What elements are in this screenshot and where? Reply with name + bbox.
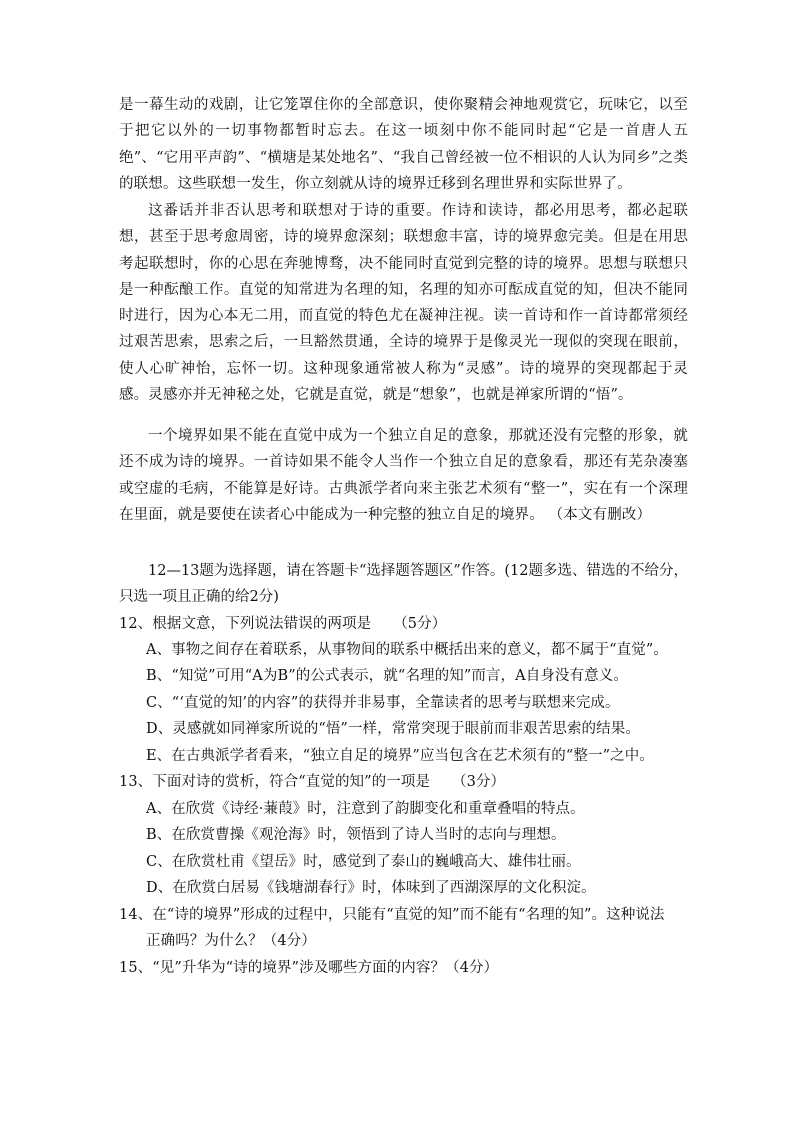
question-12-option-a: A、事物之间存在着联系，从事物间的联系中概括出来的意义，都不属于“直觉”。: [146, 642, 668, 658]
question-13-option-a: A、在欣赏《诗经·蒹葭》时，注意到了韵脚变化和重章叠唱的特点。: [146, 801, 585, 817]
question-13-option-b: B、在欣赏曹操《观沧海》时，领悟到了诗人当时的志向与理想。: [146, 827, 566, 843]
question-13-option-d: D、在欣赏白居易《钱塘湖春行》时，体味到了西湖深厚的文化积淀。: [146, 880, 596, 896]
question-12-option-d: D、灵感就如同禅家所说的“悟”一样，常常突现于眼前而非艰苦思索的结果。: [146, 721, 640, 737]
question-14-line-1: 14、在“诗的境界”形成的过程中，只能有“直觉的知”而不能有“名理的知”。这种说法: [119, 907, 665, 923]
question-13-option-c: C、在欣赏杜甫《望岳》时，感觉到了泰山的巍峨高大、雄伟壮丽。: [146, 854, 581, 870]
question-13-stem: 13、下面对诗的赏析，符合“直觉的知”的一项是 （3分）: [119, 774, 506, 790]
question-15-stem: 15、“见”升华为“诗的境界”涉及哪些方面的内容？（4分）: [119, 960, 499, 976]
passage-paragraph-2: 这番话并非否认思考和联想对于诗的重要。作诗和读诗，都必用思考，都必起联想，甚至于思考愈周密，诗的境界愈深刻；联想愈丰富，诗的境界愈完美。但是在用思考起联想时，你的心思在奔驰博骛，决不能同时直觉到完整的诗的境界。思想与联想只是一种酝酿工作。直觉的知常进为名理的知，名理的知亦可酝成直觉的知，但决不能同时进行，因为心本无二用，而直觉的特色尤在凝神注视。读一首诗和作一首诗都常须经过艰苦思索，思索之后，一旦豁然贯通，全诗的境界于是像灵光一现似的突现在眼前，使人心旷神怡，忘怀一切。这种现象通常被人称为“灵感”。诗的境界的突现都起于灵感。灵感亦并无神秘之处，它就是直觉，就是“想象”，也就是禅家所谓的“悟”。: [119, 203, 688, 404]
question-12-stem: 12、根据文意，下列说法错误的两项是 （5分）: [119, 616, 447, 632]
question-12-option-c: C、“‘直觉的知’的内容”的获得并非易事，全靠读者的思考与联想来完成。: [146, 695, 620, 711]
passage-paragraph-1: 是一幕生动的戏剧，让它笼罩住你的全部意识，使你聚精会神地观赏它，玩味它，以至于把它以外的一切事物都暂时忘去。在这一顷刻中你不能同时起“它是一首唐人五绝”、“它用平声韵”、“横塘是某处地名”、“我自己曾经被一位不相识的人认为同乡”之类的联想。这些联想一发生，你立刻就从诗的境界迁移到名理世界和实际世界了。: [119, 97, 688, 192]
question-12-option-b: B、“知觉”可用“A为B”的公式表示，就“名理的知”而言，A自身没有意义。: [146, 668, 628, 684]
question-12-option-e: E、在古典派学者看来，“独立自足的境界”应当包含在艺术须有的“整一”之中。: [146, 748, 654, 764]
choice-instructions: 12—13题为选择题，请在答题卡“选择题答题区”作答。(12题多选、错选的不给分，只选一项且正确的给2分): [119, 563, 688, 606]
question-14-line-2: 正确吗？为什么？（4分）: [146, 933, 316, 949]
passage-paragraph-3: 一个境界如果不能在直觉中成为一个独立自足的意象，那就还没有完整的形象，就还不成为诗的境界。一首诗如果不能令人当作一个独立自足的意象看，那还有芜杂凑塞或空虚的毛病，不能算是好诗。古典派学者向来主张艺术须有“整一”，实在有一个深理在里面，就是要使在读者心中能成为一种完整的独立自足的境界。 （本文有删改）: [119, 428, 688, 523]
